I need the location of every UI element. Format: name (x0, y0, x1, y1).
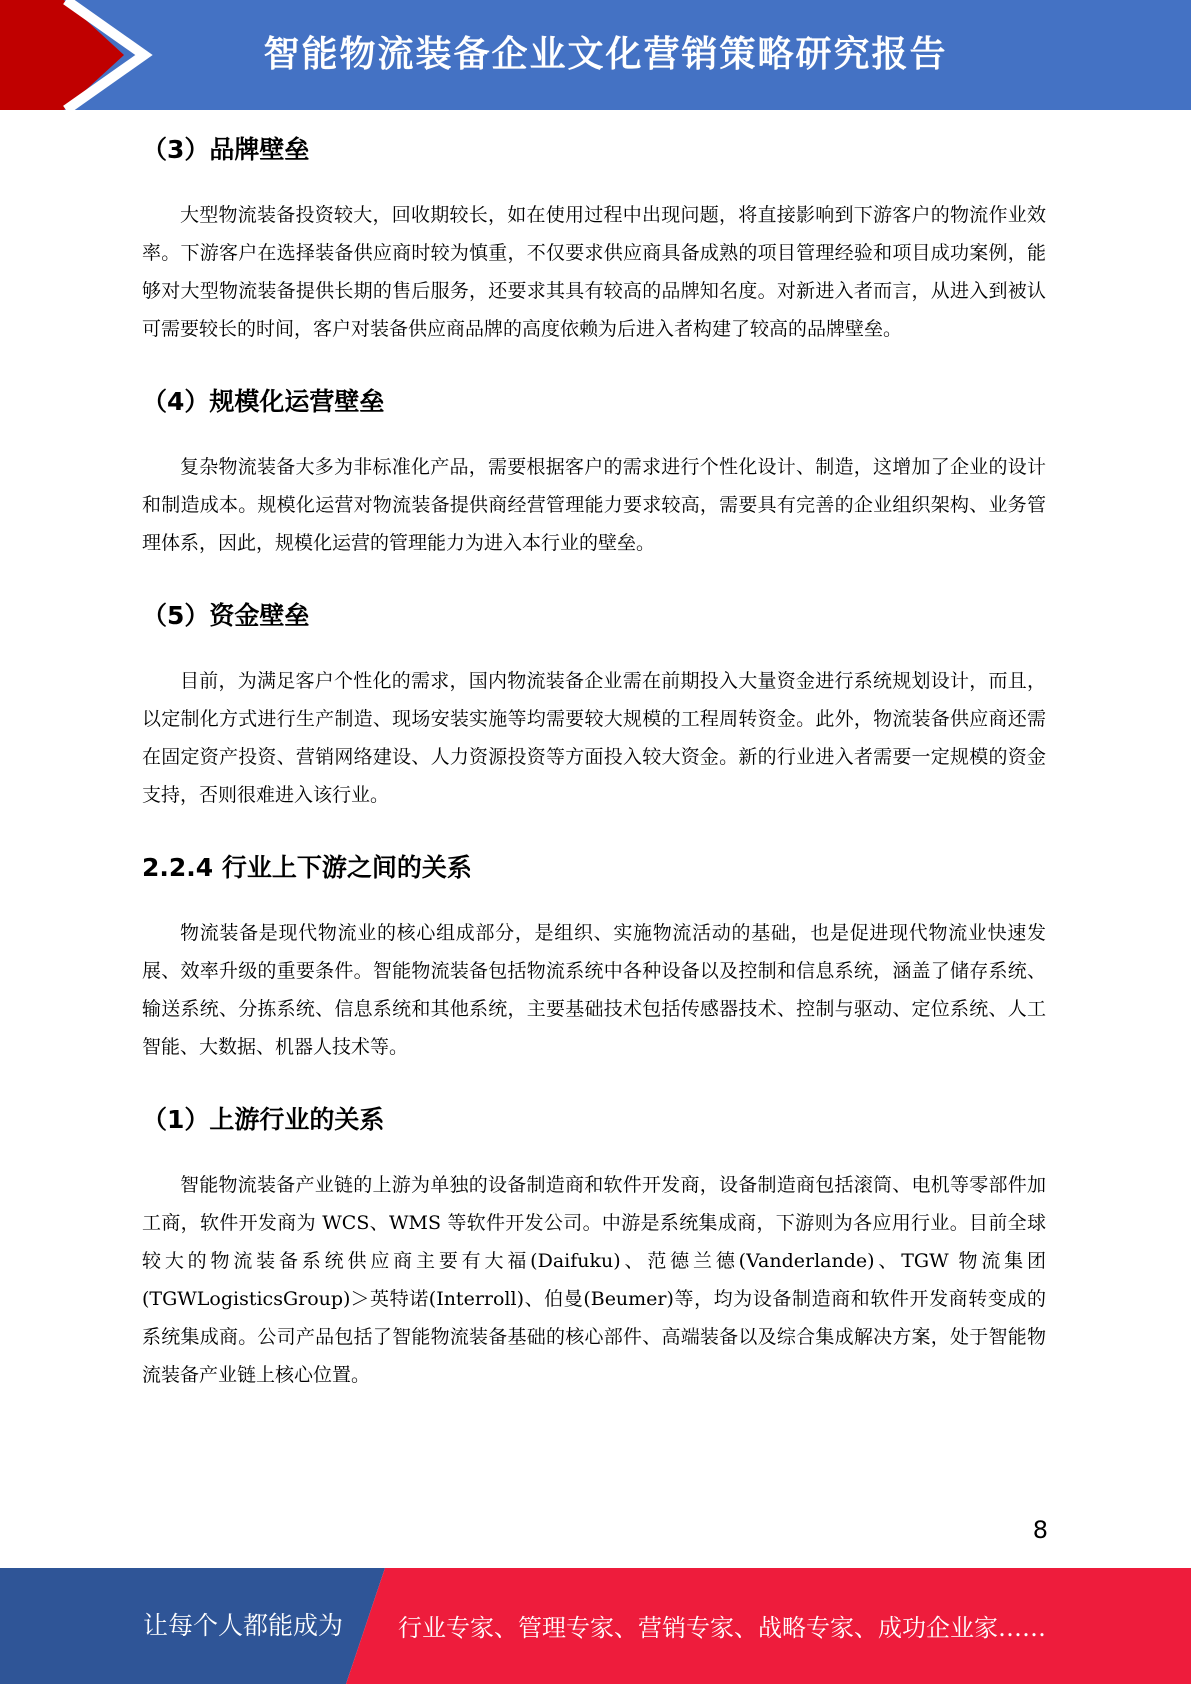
section-heading-upstream-downstream: 2.2.4 行业上下游之间的关系 (142, 853, 472, 882)
paragraph-scale-barrier: 复杂物流装备大多为非标准化产品，需要根据客户的需求进行个性化设计、制造，这增加了企业的设计和制造成本。规模化运营对物流装备提供商经营管理能力要求较高，需要具有完善的企业组织架构、业务管理体系，因此，规模化运营的管理能力为进入本行业的壁垒。 (142, 456, 1046, 554)
footer-banner (0, 1568, 1191, 1684)
document-body (142, 118, 1046, 1394)
section-heading-brand-barrier: （3）品牌壁垒 (142, 135, 310, 164)
footer-slogan-right: 行业专家、管理专家、营销专家、战略专家、成功企业家…… (398, 1614, 1046, 1642)
page-number: 8 (1032, 1516, 1048, 1544)
paragraph-upstream-industry: 智能物流装备产业链的上游为单独的设备制造商和软件开发商，设备制造商包括滚筒、电机等零部件加工商，软件开发商为 WCS、WMS 等软件开发公司。中游是系统集成商，下游则为各应用行业。目前全球较大的物流装备系统供应商主要有大福(Daifuku)、范德兰德(Vanderlande)、TGW 物流集团(TGWLogisticsGroup)＞英特诺(Interroll)、伯曼(Beumer)等，均为设备制造商和软件开发商转变成的系统集成商。公司产品包括了智能物流装备基础的核心部件、高端装备以及综合集成解决方案，处于智能物流装备产业链上核心位置。 (142, 1174, 1046, 1386)
section-heading-upstream-industry: （1）上游行业的关系 (142, 1105, 385, 1134)
section-heading-capital-barrier: （5）资金壁垒 (142, 601, 310, 630)
paragraph-capital-barrier: 目前，为满足客户个性化的需求，国内物流装备企业需在前期投入大量资金进行系统规划设计，而且，以定制化方式进行生产制造、现场安装实施等均需要较大规模的工程周转资金。此外，物流装备供应商还需在固定资产投资、营销网络建设、人力资源投资等方面投入较大资金。新的行业进入者需要一定规模的资金支持，否则很难进入该行业。 (142, 670, 1046, 806)
footer-slogan-left: 让每个人都能成为 (143, 1611, 344, 1640)
header-banner (0, 0, 1191, 110)
section-heading-scale-barrier: （4）规模化运营壁垒 (142, 387, 385, 416)
paragraph-brand-barrier: 大型物流装备投资较大，回收期较长，如在使用过程中出现问题，将直接影响到下游客户的物流作业效率。下游客户在选择装备供应商时较为慎重，不仅要求供应商具备成熟的项目管理经验和项目成功案例，能够对大型物流装备提供长期的售后服务，还要求其具有较高的品牌知名度。对新进入者而言，从进入到被认可需要较长的时间，客户对装备供应商品牌的高度依赖为后进入者构建了较高的品牌壁垒。 (142, 204, 1046, 340)
report-title: 智能物流装备企业文化营销策略研究报告 (263, 34, 948, 75)
paragraph-upstream-downstream: 物流装备是现代物流业的核心组成部分，是组织、实施物流活动的基础，也是促进现代物流业快速发展、效率升级的重要条件。智能物流装备包括物流系统中各种设备以及控制和信息系统，涵盖了储存系统、输送系统、分拣系统、信息系统和其他系统，主要基础技术包括传感器技术、控制与驱动、定位系统、人工智能、大数据、机器人技术等。 (142, 922, 1046, 1058)
